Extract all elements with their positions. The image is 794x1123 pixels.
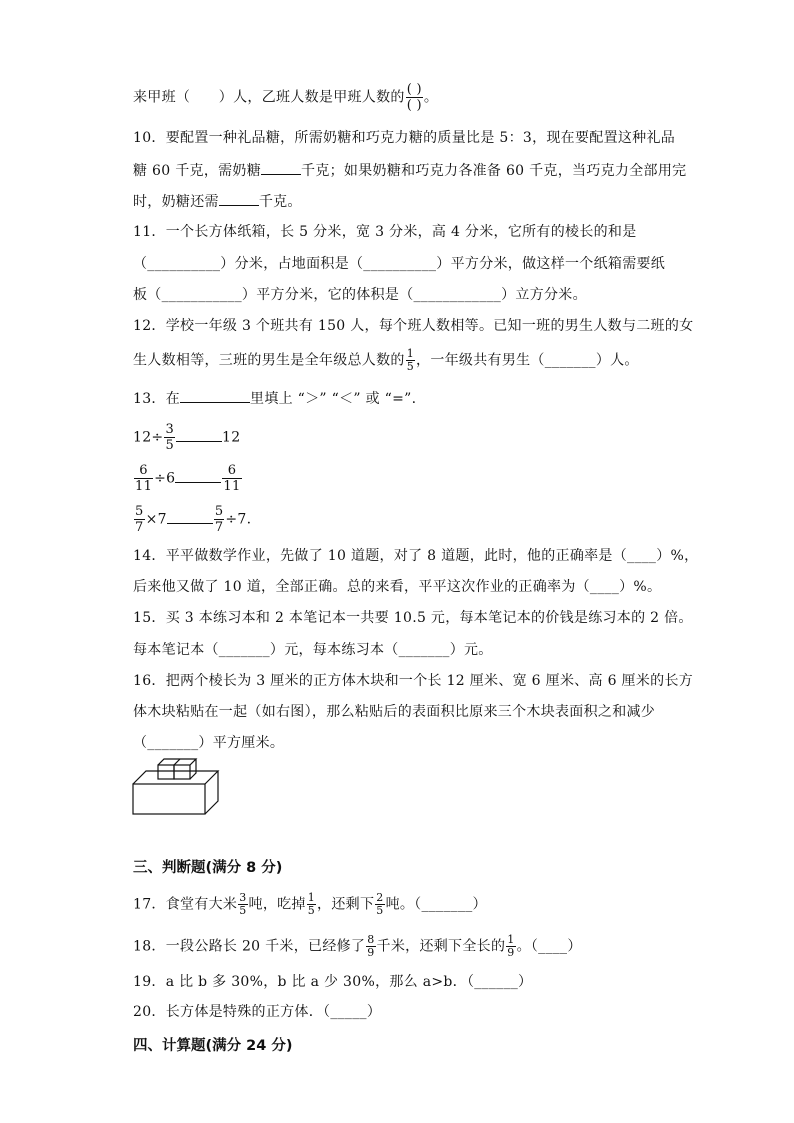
q16-line3: （_______）平方厘米。 — [133, 735, 285, 751]
q13-row2-mid: ÷6 — [154, 470, 176, 487]
q12-fraction — [406, 348, 415, 373]
fraction-num: 3 — [239, 891, 247, 904]
q16-line1: 16．把两个棱长为 3 厘米的正方体木块和一个长 12 厘米、宽 6 厘米、高 6 厘米的长方 — [133, 673, 694, 689]
q18-line — [133, 934, 582, 959]
q13-text-a: 13．在 — [133, 391, 181, 407]
q19-line: 19．a 比 b 多 30%，b 比 a 少 30%，那么 a>b．（______） — [133, 974, 533, 990]
q11-line2: （__________）分米，占地面积是（__________）平方分米，做这样一个纸箱需要纸 — [133, 256, 666, 272]
q17-text-b: 吨，吃掉 — [248, 896, 306, 913]
section-heading-calculation: 四、计算题(满分 24 分) — [133, 1038, 293, 1054]
q17-text-a: 17．食堂有大米 — [133, 896, 238, 913]
fraction-den: 11 — [135, 479, 153, 494]
q18-text-a: 18．一段公路长 20 千米，已经修了 — [133, 938, 366, 955]
q10-text-b: 千克；如果奶糖和巧克力各准备 60 千克，当巧克力全部用完 — [301, 163, 687, 179]
q17-text-d: 吨。（_______） — [385, 896, 487, 913]
q12-text-b: ，一年级共有男生（_______）人。 — [416, 352, 639, 369]
q17-fraction-1 — [238, 892, 247, 917]
fraction-num: 6 — [222, 463, 241, 479]
fraction-num: 5 — [135, 504, 144, 519]
fraction-den: 11 — [223, 479, 241, 494]
q13-row1 — [133, 422, 240, 453]
q10-text-d: 千克。 — [258, 194, 302, 210]
answer-blank — [180, 388, 250, 403]
q13-row3-post: ÷7. — [225, 511, 252, 528]
q18-fraction-2 — [506, 934, 515, 959]
q10-text-a: 糖 60 千克，需奶糖 — [133, 163, 262, 179]
section-heading-judgement: 三、判断题(满分 8 分) — [133, 860, 283, 876]
q13-row3-mid: ×7 — [145, 511, 167, 528]
fraction-num: 1 — [406, 347, 415, 360]
fraction-den: 5 — [307, 904, 316, 917]
q13-row3 — [133, 504, 251, 535]
q17-text-c: ，还剩下 — [317, 896, 375, 913]
q11-line1: 11．一个长方体纸箱，长 5 分米，宽 3 分米，高 4 分米，它所有的棱长的和是 — [133, 224, 637, 240]
q17-fraction-3 — [375, 892, 384, 917]
fraction-num: 8 — [367, 933, 375, 946]
fraction-den: 7 — [214, 520, 224, 535]
q9-end: 。 — [423, 89, 439, 106]
answer-blank[interactable] — [176, 427, 222, 442]
q15-line1: 15．买 3 本练习本和 2 本笔记本一共要 10.5 元，每本笔记本的价钱是练习本的 2 倍。 — [133, 610, 693, 626]
q10-line2 — [133, 160, 686, 181]
fraction-num: 2 — [376, 891, 384, 904]
q10-text-c: 时，奶糖还需 — [133, 194, 219, 210]
fraction-num: 3 — [165, 422, 175, 437]
q13-row3-fraction-a — [134, 504, 145, 535]
cuboid-figure — [130, 757, 225, 819]
q9-continuation — [133, 82, 438, 113]
q17-line — [133, 892, 487, 917]
q13-row3-fraction-b — [214, 504, 225, 535]
q16-line2: 体木块粘贴在一起（如右图），那么粘贴后的表面积比原来三个木块表面积之和减少 — [133, 704, 656, 720]
q17-fraction-2 — [307, 892, 316, 917]
q18-fraction-1 — [366, 934, 375, 959]
q13-row1-post: 12 — [222, 429, 241, 446]
q13-row1-fraction — [164, 422, 175, 453]
q10-line1: 10．要配置一种礼品糖，所需奶糖和巧克力糖的质量比是 5：3，现在要配置这种礼品 — [133, 130, 676, 146]
fraction-den: 7 — [135, 520, 144, 535]
q18-text-c: 。（____） — [516, 938, 582, 955]
q9-fraction — [406, 82, 423, 113]
q12-line1: 12．学校一年级 3 个班共有 150 人，每个班人数相等。已知一班的男生人数与二班的女 — [133, 318, 694, 334]
q14-line1: 14．平平做数学作业，先做了 10 道题，对了 8 道题，此时，他的正确率是（____）%， — [133, 548, 699, 564]
q13-row2 — [133, 463, 243, 494]
fraction-den: 5 — [376, 904, 384, 917]
q15-line2: 每本笔记本（_______）元，每本练习本（_______）元。 — [133, 642, 493, 658]
q20-line: 20．长方体是特殊的正方体．（_____） — [133, 1004, 382, 1020]
fraction-num: 1 — [307, 891, 316, 904]
q12-text-a: 生人数相等，三班的男生是全年级总人数的 — [133, 352, 405, 369]
q18-text-b: 千米，还剩下全长的 — [376, 938, 506, 955]
q10-line3 — [133, 191, 302, 212]
q13-row2-fraction-a — [134, 463, 153, 494]
q13-text-b: 里填上 “＞” “＜” 或 “=”. — [250, 391, 417, 407]
fraction-den: 5 — [165, 438, 175, 453]
answer-blank[interactable] — [261, 160, 301, 175]
fraction-den: 9 — [507, 946, 515, 959]
q11-line3: 板（___________）平方分米，它的体积是（____________）立方分米。 — [133, 287, 587, 303]
answer-blank[interactable] — [219, 191, 259, 206]
fraction-den: 5 — [239, 904, 247, 917]
q9-fraction-num: ( ) — [406, 82, 422, 97]
fraction-num: 6 — [134, 463, 153, 479]
fraction-den: 5 — [406, 360, 415, 373]
q9-fraction-den: ( ) — [406, 98, 422, 113]
answer-blank[interactable] — [175, 468, 221, 483]
fraction-num: 1 — [507, 933, 515, 946]
fraction-num: 5 — [214, 504, 224, 519]
q12-line2 — [133, 348, 639, 373]
q13-row2-fraction-b — [222, 463, 241, 494]
q13-line1 — [133, 388, 416, 409]
q13-row1-pre: 12÷ — [133, 429, 164, 446]
fraction-den: 9 — [367, 946, 375, 959]
q9-text: 来甲班（ ）人，乙班人数是甲班人数的 — [133, 89, 405, 106]
q14-line2: 后来他又做了 10 道，全部正确。总的来看，平平这次作业的正确率为（____）%。 — [133, 579, 662, 595]
answer-blank[interactable] — [167, 509, 213, 524]
